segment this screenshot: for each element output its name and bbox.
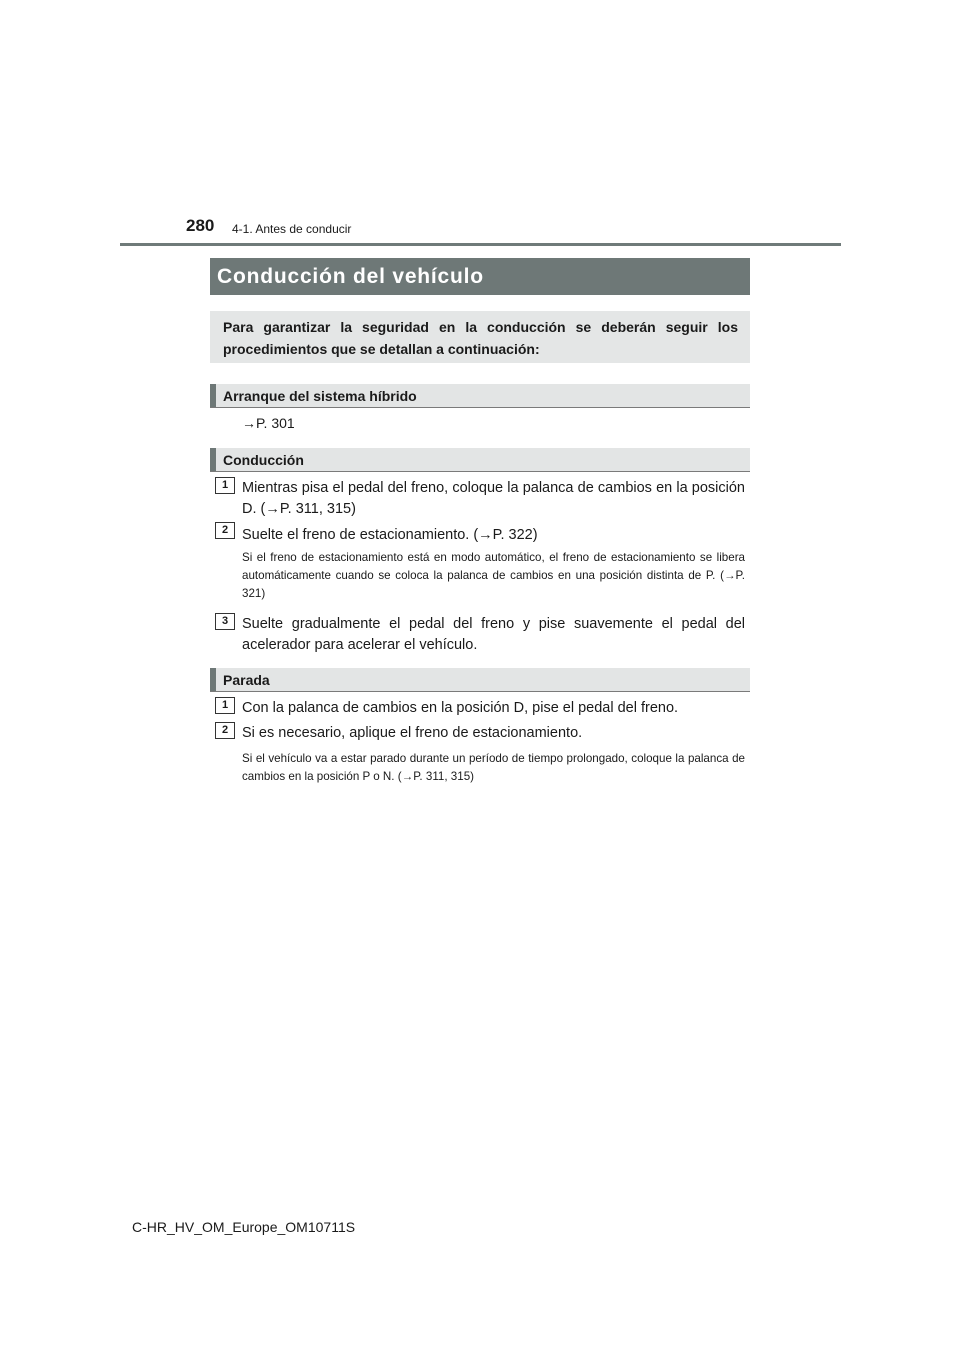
footer-document-code: C-HR_HV_OM_Europe_OM10711S — [132, 1219, 356, 1235]
step-text: Con la palanca de cambios en la posición D, pise el pedal del freno. — [242, 700, 679, 716]
step-number-badge: 2 — [215, 722, 235, 739]
step-number-badge: 2 — [215, 522, 235, 539]
step-note: Si el vehículo va a estar parado durante un período de tiempo prolongado, coloque la palanca de cambios en la posición P o N. (→P. 311, 315) — [242, 752, 745, 783]
step-text: Si es necesario, aplique el freno de estacionamiento. — [242, 725, 583, 741]
step-text: Suelte el freno de estacionamiento. (→P. 322) — [242, 527, 538, 543]
page-title: Conducción del vehículo — [210, 258, 750, 295]
header-rule — [120, 243, 841, 246]
step-number-badge: 3 — [215, 613, 235, 630]
step-number-badge: 1 — [215, 697, 235, 714]
subheading-stopping: Parada — [210, 668, 750, 692]
page-number: 280 — [186, 216, 215, 235]
page-reference-link[interactable]: →P. 301 — [242, 415, 295, 431]
subheading-hybrid-start: Arranque del sistema híbrido — [210, 384, 750, 408]
step-text: Suelte gradualmente el pedal del freno y pise suavemente el pedal del acelerador para acelerar el vehículo. — [242, 616, 745, 653]
step-text: Mientras pisa el pedal del freno, coloque la palanca de cambios en la posición D. (→P. 311, 315) — [242, 480, 745, 517]
subheading-driving: Conducción — [210, 448, 750, 472]
step-number-badge: 1 — [215, 477, 235, 494]
section-reference: 4-1. Antes de conducir — [232, 222, 352, 236]
step-note: Si el freno de estacionamiento está en modo automático, el freno de estacionamiento se libera automáticamente cuando se coloca la palanca de cambios en una posición distinta de P. (→P. 321) — [242, 551, 745, 600]
intro-box: Para garantizar la seguridad en la conducción se deberán seguir los procedimientos que se detallan a continuación: — [210, 311, 750, 363]
